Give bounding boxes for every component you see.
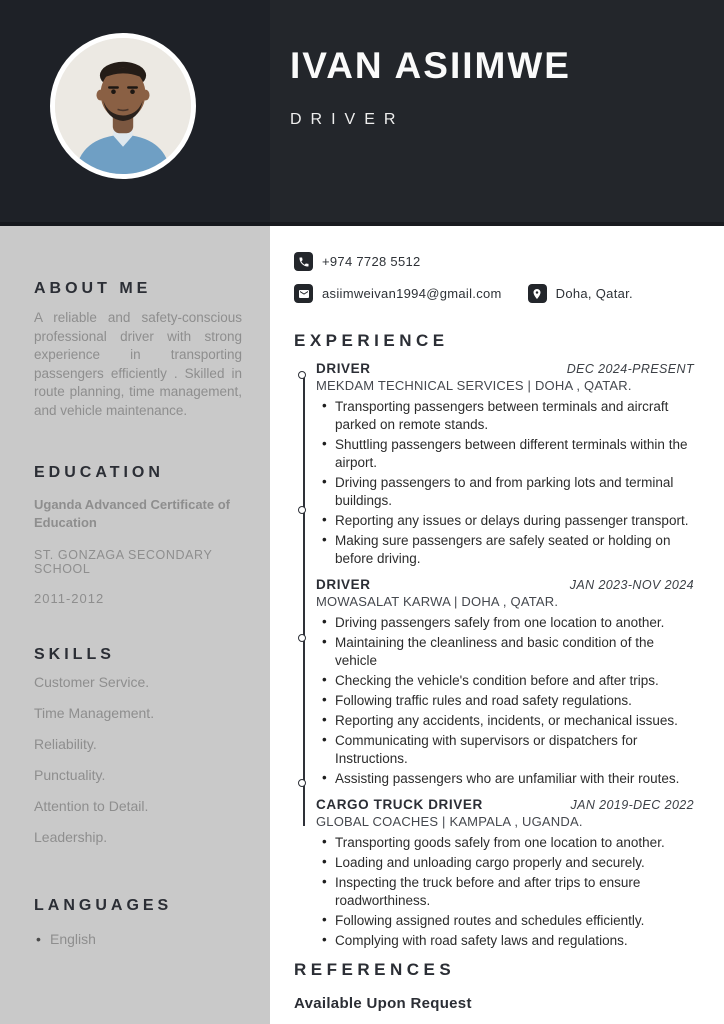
job-bullets <box>322 398 694 568</box>
job-bullet: • Making sure passengers are safely seated or holding on before driving. <box>322 532 694 568</box>
contact-block <box>294 252 694 303</box>
skill-item: Leadership. <box>34 829 108 845</box>
job-bullet: • Inspecting the truck before and after trips to ensure roadworthiness. <box>322 874 694 910</box>
job-bullets <box>322 834 694 950</box>
location-text: Doha, Qatar. <box>555 286 633 301</box>
job-bullet: • Driving passengers to and from parking lots and terminal buildings. <box>322 474 694 510</box>
skill-item: Reliability. <box>34 736 97 752</box>
job-title-row <box>316 361 694 376</box>
job-bullet: • Transporting goods safely from one location to another. <box>322 834 694 852</box>
phone-row <box>294 252 694 271</box>
job-bullet: • Assisting passengers who are unfamiliar with their routes. <box>322 770 694 788</box>
job-dates: DEC 2024-PRESENT <box>566 362 694 376</box>
profile-photo <box>50 33 196 179</box>
job-bullet: • Checking the vehicle's condition before and after trips. <box>322 672 694 690</box>
jobs-list <box>316 361 694 950</box>
job-bullet: • Following traffic rules and road safety regulations. <box>322 692 694 710</box>
email-address: asiimweivan1994@gmail.com <box>322 286 502 301</box>
skill-item: Attention to Detail. <box>34 798 149 814</box>
job-bullet: • Following assigned routes and schedules efficiently. <box>322 912 694 930</box>
job-role: DRIVER <box>316 577 371 592</box>
phone-number: +974 7728 5512 <box>322 254 421 269</box>
references-heading: REFERENCES <box>294 960 456 979</box>
timeline-dot <box>298 371 306 379</box>
education-heading: EDUCATION <box>34 464 164 481</box>
job-entry <box>316 577 694 788</box>
location-icon <box>528 284 547 303</box>
header-text <box>290 46 571 129</box>
references-availability: Available Upon Request <box>294 995 472 1012</box>
about-text: A reliable and safety-conscious professional driver with strong experience in transporting passengers efficiently . Skilled in route planning, time management, and vehicle maintenance. <box>34 310 242 418</box>
location-group <box>528 284 633 303</box>
email-location-row <box>294 284 694 303</box>
job-title: DRIVER <box>290 110 405 128</box>
experience-section <box>294 331 694 950</box>
education-degree: Uganda Advanced Certificate of Education <box>34 497 231 530</box>
job-title-row <box>316 797 694 812</box>
skill-item: Punctuality. <box>34 767 106 783</box>
job-bullet: • Communicating with supervisors or dispatchers for Instructions. <box>322 732 694 768</box>
job-bullet: • Transporting passengers between terminals and aircraft parked on remote stands. <box>322 398 694 434</box>
job-entry <box>316 361 694 568</box>
job-entry <box>316 797 694 950</box>
email-icon <box>294 284 313 303</box>
education-section <box>34 464 242 606</box>
job-bullet: • Reporting any issues or delays during passenger transport. <box>322 512 694 530</box>
about-section <box>34 280 242 420</box>
avatar-illustration <box>55 38 191 174</box>
education-years: 2011-2012 <box>34 591 105 606</box>
job-bullet: • Maintaining the cleanliness and basic condition of the vehicle <box>322 634 694 670</box>
education-school: ST. GONZAGA SECONDARY SCHOOL <box>34 548 213 576</box>
references-section <box>294 960 694 1012</box>
experience-heading: EXPERIENCE <box>294 331 449 350</box>
job-bullet: • Reporting any accidents, incidents, or mechanical issues. <box>322 712 694 730</box>
sidebar <box>0 226 270 1024</box>
skill-item: Time Management. <box>34 705 155 721</box>
header-band <box>0 0 724 226</box>
job-company: GLOBAL COACHES | KAMPALA , UGANDA. <box>316 814 583 829</box>
job-dates: JAN 2023-NOV 2024 <box>569 578 694 592</box>
person-name: IVAN ASIIMWE <box>290 45 571 86</box>
job-company: MOWASALAT KARWA | DOHA , QATAR. <box>316 594 559 609</box>
timeline-line <box>303 376 305 826</box>
timeline-dot <box>298 506 306 514</box>
skill-item: Customer Service. <box>34 674 150 690</box>
timeline-dot <box>298 634 306 642</box>
job-company: MEKDAM TECHNICAL SERVICES | DOHA , QATAR. <box>316 378 632 393</box>
language-item: • English <box>34 931 242 947</box>
languages-section <box>34 897 242 947</box>
job-dates: JAN 2019-DEC 2022 <box>570 798 694 812</box>
job-title-row <box>316 577 694 592</box>
job-bullet: • Shuttling passengers between different terminals within the airport. <box>322 436 694 472</box>
skills-heading: SKILLS <box>34 646 115 663</box>
phone-icon <box>294 252 313 271</box>
languages-heading: LANGUAGES <box>34 897 173 914</box>
job-role: CARGO TRUCK DRIVER <box>316 797 483 812</box>
languages-list <box>34 931 242 947</box>
job-role: DRIVER <box>316 361 371 376</box>
about-heading: ABOUT ME <box>34 280 152 297</box>
skills-section <box>34 646 242 845</box>
timeline-dot <box>298 779 306 787</box>
job-bullet: • Loading and unloading cargo properly and securely. <box>322 854 694 872</box>
main-column <box>270 226 724 1024</box>
skills-list <box>34 674 242 845</box>
job-bullet: • Driving passengers safely from one location to another. <box>322 614 694 632</box>
job-bullets <box>322 614 694 788</box>
job-bullet: • Complying with road safety laws and regulations. <box>322 932 694 950</box>
